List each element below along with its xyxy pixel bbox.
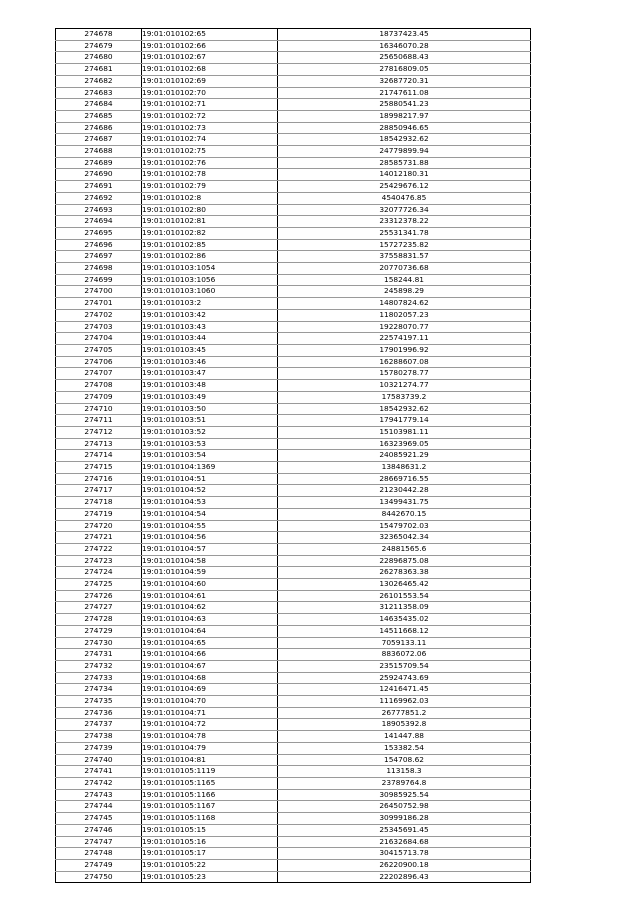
cadastral-number-cell: 19:01:010104:1369: [142, 462, 278, 474]
table-row: [56, 181, 531, 193]
value-cell: 19228070.77: [278, 321, 531, 333]
row-number-cell: 274713: [56, 438, 142, 450]
row-number-cell: 274738: [56, 731, 142, 743]
row-number-cell: 274729: [56, 625, 142, 637]
cadastral-number-cell: 19:01:010105:1168: [142, 813, 278, 825]
cadastral-number-cell: 19:01:010102:80: [142, 204, 278, 216]
cadastral-number-cell: 19:01:010102:65: [142, 29, 278, 41]
row-number-cell: 274737: [56, 719, 142, 731]
value-cell: 25531341.78: [278, 227, 531, 239]
table-row: [56, 485, 531, 497]
table-row: [56, 380, 531, 392]
value-cell: 153382.54: [278, 742, 531, 754]
cadastral-number-cell: 19:01:010104:71: [142, 707, 278, 719]
cadastral-number-cell: 19:01:010103:1054: [142, 263, 278, 275]
row-number-cell: 274736: [56, 707, 142, 719]
row-number-cell: 274721: [56, 532, 142, 544]
table-row: [56, 415, 531, 427]
table-row: [56, 824, 531, 836]
value-cell: 18542932.62: [278, 134, 531, 146]
value-cell: 25924743.69: [278, 672, 531, 684]
row-number-cell: 274704: [56, 333, 142, 345]
value-cell: 26101553.54: [278, 590, 531, 602]
table-row: [56, 707, 531, 719]
row-number-cell: 274741: [56, 766, 142, 778]
value-cell: 13499431.75: [278, 497, 531, 509]
row-number-cell: 274692: [56, 192, 142, 204]
cadastral-number-cell: 19:01:010104:52: [142, 485, 278, 497]
table-row: [56, 99, 531, 111]
value-cell: 154708.62: [278, 754, 531, 766]
row-number-cell: 274730: [56, 637, 142, 649]
cadastral-number-cell: 19:01:010105:15: [142, 824, 278, 836]
table-row: [56, 87, 531, 99]
value-cell: 26220900.18: [278, 859, 531, 871]
row-number-cell: 274727: [56, 602, 142, 614]
cadastral-number-cell: 19:01:010104:63: [142, 614, 278, 626]
table-row: [56, 298, 531, 310]
cadastral-number-cell: 19:01:010104:61: [142, 590, 278, 602]
value-cell: 15103981.11: [278, 426, 531, 438]
table-row: [56, 274, 531, 286]
table-row: [56, 134, 531, 146]
row-number-cell: 274702: [56, 309, 142, 321]
cadastral-number-cell: 19:01:010104:62: [142, 602, 278, 614]
cadastral-number-cell: 19:01:010104:51: [142, 473, 278, 485]
value-cell: 10321274.77: [278, 380, 531, 392]
cadastral-number-cell: 19:01:010103:53: [142, 438, 278, 450]
cadastral-number-cell: 19:01:010104:70: [142, 696, 278, 708]
row-number-cell: 274691: [56, 181, 142, 193]
table-row: [56, 309, 531, 321]
row-number-cell: 274714: [56, 450, 142, 462]
cadastral-number-cell: 19:01:010104:65: [142, 637, 278, 649]
cadastral-number-cell: 19:01:010105:1119: [142, 766, 278, 778]
table-row: [56, 216, 531, 228]
cadastral-number-cell: 19:01:010102:73: [142, 122, 278, 134]
table-row: [56, 602, 531, 614]
value-cell: 23789764.8: [278, 778, 531, 790]
table-row: [56, 696, 531, 708]
value-cell: 13026465.42: [278, 579, 531, 591]
value-cell: 31211358.09: [278, 602, 531, 614]
table-row: [56, 40, 531, 52]
value-cell: 7059133.11: [278, 637, 531, 649]
cadastral-number-cell: 19:01:010102:66: [142, 40, 278, 52]
table-row: [56, 344, 531, 356]
value-cell: 18737423.45: [278, 29, 531, 41]
row-number-cell: 274750: [56, 871, 142, 883]
row-number-cell: 274693: [56, 204, 142, 216]
value-cell: 15780278.77: [278, 368, 531, 380]
cadastral-number-cell: 19:01:010104:79: [142, 742, 278, 754]
value-cell: 30985925.54: [278, 789, 531, 801]
table-row: [56, 286, 531, 298]
row-number-cell: 274708: [56, 380, 142, 392]
table-row: [56, 146, 531, 158]
cadastral-number-cell: 19:01:010102:81: [142, 216, 278, 228]
table-row: [56, 801, 531, 813]
value-cell: 26450752.98: [278, 801, 531, 813]
cadastral-number-cell: 19:01:010103:46: [142, 356, 278, 368]
table-row: [56, 508, 531, 520]
cadastral-number-cell: 19:01:010103:54: [142, 450, 278, 462]
table-row: [56, 848, 531, 860]
table-row: [56, 625, 531, 637]
value-cell: 25345691.45: [278, 824, 531, 836]
value-cell: 30999186.28: [278, 813, 531, 825]
table-row: [56, 813, 531, 825]
row-number-cell: 274687: [56, 134, 142, 146]
value-cell: 8836072.06: [278, 649, 531, 661]
cadastral-number-cell: 19:01:010104:55: [142, 520, 278, 532]
cadastral-number-cell: 19:01:010104:81: [142, 754, 278, 766]
row-number-cell: 274694: [56, 216, 142, 228]
value-cell: 32687720.31: [278, 75, 531, 87]
value-cell: 22896875.08: [278, 555, 531, 567]
table-row: [56, 649, 531, 661]
value-cell: 30415713.78: [278, 848, 531, 860]
value-cell: 141447.88: [278, 731, 531, 743]
value-cell: 32077726.34: [278, 204, 531, 216]
row-number-cell: 274709: [56, 391, 142, 403]
row-number-cell: 274724: [56, 567, 142, 579]
table-row: [56, 263, 531, 275]
table-row: [56, 122, 531, 134]
cadastral-number-cell: 19:01:010104:53: [142, 497, 278, 509]
table-row: [56, 637, 531, 649]
value-cell: 11169962.03: [278, 696, 531, 708]
cadastral-number-cell: 19:01:010103:47: [142, 368, 278, 380]
value-cell: 21632684.68: [278, 836, 531, 848]
table-row: [56, 719, 531, 731]
value-cell: 37558831.57: [278, 251, 531, 263]
cadastral-number-cell: 19:01:010104:66: [142, 649, 278, 661]
table-row: [56, 543, 531, 555]
table-row: [56, 227, 531, 239]
table-row: [56, 871, 531, 883]
value-cell: 24881565.6: [278, 543, 531, 555]
value-cell: 14807824.62: [278, 298, 531, 310]
row-number-cell: 274689: [56, 157, 142, 169]
cadastral-number-cell: 19:01:010102:78: [142, 169, 278, 181]
cadastral-number-cell: 19:01:010102:75: [142, 146, 278, 158]
value-cell: 26777851.2: [278, 707, 531, 719]
table-row: [56, 859, 531, 871]
value-cell: 15479702.03: [278, 520, 531, 532]
cadastral-number-cell: 19:01:010104:68: [142, 672, 278, 684]
value-cell: 113158.3: [278, 766, 531, 778]
table-row: [56, 251, 531, 263]
value-cell: 14511668.12: [278, 625, 531, 637]
row-number-cell: 274748: [56, 848, 142, 860]
cadastral-number-cell: 19:01:010103:43: [142, 321, 278, 333]
row-number-cell: 274681: [56, 64, 142, 76]
row-number-cell: 274722: [56, 543, 142, 555]
table-row: [56, 239, 531, 251]
cadastral-number-cell: 19:01:010103:42: [142, 309, 278, 321]
table-row: [56, 169, 531, 181]
value-cell: 18998217.97: [278, 110, 531, 122]
row-number-cell: 274695: [56, 227, 142, 239]
table-row: [56, 836, 531, 848]
table-row: [56, 520, 531, 532]
table-row: [56, 29, 531, 41]
cadastral-number-cell: 19:01:010104:78: [142, 731, 278, 743]
row-number-cell: 274690: [56, 169, 142, 181]
table-row: [56, 462, 531, 474]
row-number-cell: 274723: [56, 555, 142, 567]
row-number-cell: 274735: [56, 696, 142, 708]
cadastral-number-cell: 19:01:010103:52: [142, 426, 278, 438]
table-row: [56, 192, 531, 204]
cadastral-number-cell: 19:01:010105:23: [142, 871, 278, 883]
row-number-cell: 274743: [56, 789, 142, 801]
cadastral-number-cell: 19:01:010104:60: [142, 579, 278, 591]
table-row: [56, 157, 531, 169]
cadastral-number-cell: 19:01:010102:71: [142, 99, 278, 111]
row-number-cell: 274707: [56, 368, 142, 380]
table-row: [56, 590, 531, 602]
table-row: [56, 742, 531, 754]
cadastral-number-cell: 19:01:010105:22: [142, 859, 278, 871]
value-cell: 27816809.05: [278, 64, 531, 76]
table-row: [56, 52, 531, 64]
cadastral-number-cell: 19:01:010102:8: [142, 192, 278, 204]
table-row: [56, 660, 531, 672]
cadastral-number-cell: 19:01:010104:54: [142, 508, 278, 520]
table-row: [56, 356, 531, 368]
value-cell: 20770736.68: [278, 263, 531, 275]
cadastral-number-cell: 19:01:010102:69: [142, 75, 278, 87]
value-cell: 26278363.38: [278, 567, 531, 579]
cadastral-number-cell: 19:01:010103:2: [142, 298, 278, 310]
cadastral-number-cell: 19:01:010102:86: [142, 251, 278, 263]
table-row: [56, 391, 531, 403]
cadastral-number-cell: 19:01:010105:1166: [142, 789, 278, 801]
value-cell: 25650688.43: [278, 52, 531, 64]
row-number-cell: 274684: [56, 99, 142, 111]
row-number-cell: 274705: [56, 344, 142, 356]
row-number-cell: 274698: [56, 263, 142, 275]
table-row: [56, 672, 531, 684]
value-cell: 16288607.08: [278, 356, 531, 368]
value-cell: 25429676.12: [278, 181, 531, 193]
table-row: [56, 579, 531, 591]
row-number-cell: 274682: [56, 75, 142, 87]
value-cell: 16323969.05: [278, 438, 531, 450]
value-cell: 17583739.2: [278, 391, 531, 403]
table-row: [56, 473, 531, 485]
cadastral-number-cell: 19:01:010102:72: [142, 110, 278, 122]
value-cell: 245898.29: [278, 286, 531, 298]
row-number-cell: 274732: [56, 660, 142, 672]
row-number-cell: 274728: [56, 614, 142, 626]
cadastral-number-cell: 19:01:010103:1060: [142, 286, 278, 298]
table-row: [56, 766, 531, 778]
table-row: [56, 426, 531, 438]
row-number-cell: 274719: [56, 508, 142, 520]
cadastral-number-cell: 19:01:010104:57: [142, 543, 278, 555]
table-row: [56, 110, 531, 122]
row-number-cell: 274742: [56, 778, 142, 790]
cadastral-number-cell: 19:01:010102:85: [142, 239, 278, 251]
value-cell: 14635435.02: [278, 614, 531, 626]
row-number-cell: 274716: [56, 473, 142, 485]
row-number-cell: 274749: [56, 859, 142, 871]
row-number-cell: 274720: [56, 520, 142, 532]
table-row: [56, 555, 531, 567]
cadastral-number-cell: 19:01:010102:79: [142, 181, 278, 193]
value-cell: 24085921.29: [278, 450, 531, 462]
row-number-cell: 274715: [56, 462, 142, 474]
table-row: [56, 333, 531, 345]
cadastral-number-cell: 19:01:010104:72: [142, 719, 278, 731]
cadastral-number-cell: 19:01:010104:67: [142, 660, 278, 672]
cadastral-number-cell: 19:01:010103:50: [142, 403, 278, 415]
cadastral-number-cell: 19:01:010103:1056: [142, 274, 278, 286]
value-cell: 22202896.43: [278, 871, 531, 883]
cadastral-number-cell: 19:01:010105:16: [142, 836, 278, 848]
table-row: [56, 778, 531, 790]
cadastral-number-cell: 19:01:010102:70: [142, 87, 278, 99]
table-row: [56, 204, 531, 216]
value-cell: 28850946.65: [278, 122, 531, 134]
row-number-cell: 274710: [56, 403, 142, 415]
value-cell: 22574197.11: [278, 333, 531, 345]
row-number-cell: 274703: [56, 321, 142, 333]
row-number-cell: 274680: [56, 52, 142, 64]
row-number-cell: 274746: [56, 824, 142, 836]
row-number-cell: 274744: [56, 801, 142, 813]
row-number-cell: 274712: [56, 426, 142, 438]
table-body: [56, 29, 531, 883]
value-cell: 4540476.85: [278, 192, 531, 204]
cadastral-number-cell: 19:01:010102:68: [142, 64, 278, 76]
row-number-cell: 274685: [56, 110, 142, 122]
cadastral-number-cell: 19:01:010102:76: [142, 157, 278, 169]
value-cell: 13848631.2: [278, 462, 531, 474]
value-cell: 8442670.15: [278, 508, 531, 520]
cadastral-number-cell: 19:01:010104:58: [142, 555, 278, 567]
table-row: [56, 789, 531, 801]
table-row: [56, 75, 531, 87]
value-cell: 14012180.31: [278, 169, 531, 181]
cadastral-number-cell: 19:01:010105:17: [142, 848, 278, 860]
row-number-cell: 274686: [56, 122, 142, 134]
cadastral-number-cell: 19:01:010103:48: [142, 380, 278, 392]
cadastral-number-cell: 19:01:010104:64: [142, 625, 278, 637]
table-row: [56, 403, 531, 415]
row-number-cell: 274725: [56, 579, 142, 591]
row-number-cell: 274679: [56, 40, 142, 52]
cadastral-number-cell: 19:01:010104:69: [142, 684, 278, 696]
row-number-cell: 274683: [56, 87, 142, 99]
cadastral-number-cell: 19:01:010103:45: [142, 344, 278, 356]
value-cell: 17941779.14: [278, 415, 531, 427]
table-row: [56, 497, 531, 509]
row-number-cell: 274700: [56, 286, 142, 298]
cadastral-number-cell: 19:01:010103:44: [142, 333, 278, 345]
row-number-cell: 274701: [56, 298, 142, 310]
value-cell: 15727235.82: [278, 239, 531, 251]
value-cell: 21230442.28: [278, 485, 531, 497]
cadastral-number-cell: 19:01:010103:51: [142, 415, 278, 427]
value-cell: 23515709.54: [278, 660, 531, 672]
row-number-cell: 274706: [56, 356, 142, 368]
row-number-cell: 274718: [56, 497, 142, 509]
row-number-cell: 274717: [56, 485, 142, 497]
value-cell: 21747611.08: [278, 87, 531, 99]
cadastral-number-cell: 19:01:010103:49: [142, 391, 278, 403]
value-cell: 28669716.55: [278, 473, 531, 485]
table-row: [56, 684, 531, 696]
cadastral-number-cell: 19:01:010104:56: [142, 532, 278, 544]
value-cell: 158244.81: [278, 274, 531, 286]
row-number-cell: 274745: [56, 813, 142, 825]
value-cell: 11802057.23: [278, 309, 531, 321]
cadastral-number-cell: 19:01:010104:59: [142, 567, 278, 579]
value-cell: 17901996.92: [278, 344, 531, 356]
row-number-cell: 274747: [56, 836, 142, 848]
cadastral-number-cell: 19:01:010102:74: [142, 134, 278, 146]
table-row: [56, 754, 531, 766]
cadastral-number-cell: 19:01:010105:1165: [142, 778, 278, 790]
row-number-cell: 274699: [56, 274, 142, 286]
table-row: [56, 614, 531, 626]
cadastral-number-cell: 19:01:010102:82: [142, 227, 278, 239]
row-number-cell: 274678: [56, 29, 142, 41]
row-number-cell: 274740: [56, 754, 142, 766]
value-cell: 23312378.22: [278, 216, 531, 228]
value-cell: 18905392.8: [278, 719, 531, 731]
value-cell: 24779899.94: [278, 146, 531, 158]
table-row: [56, 438, 531, 450]
row-number-cell: 274731: [56, 649, 142, 661]
table-row: [56, 64, 531, 76]
value-cell: 32365042.34: [278, 532, 531, 544]
row-number-cell: 274696: [56, 239, 142, 251]
row-number-cell: 274697: [56, 251, 142, 263]
row-number-cell: 274711: [56, 415, 142, 427]
row-number-cell: 274739: [56, 742, 142, 754]
value-cell: 25880541.23: [278, 99, 531, 111]
table-row: [56, 532, 531, 544]
value-cell: 28585731.88: [278, 157, 531, 169]
table-row: [56, 321, 531, 333]
row-number-cell: 274733: [56, 672, 142, 684]
value-cell: 12416471.45: [278, 684, 531, 696]
row-number-cell: 274734: [56, 684, 142, 696]
row-number-cell: 274726: [56, 590, 142, 602]
cadastral-number-cell: 19:01:010105:1167: [142, 801, 278, 813]
table-row: [56, 567, 531, 579]
table-row: [56, 368, 531, 380]
cadastral-number-cell: 19:01:010102:67: [142, 52, 278, 64]
table-row: [56, 450, 531, 462]
value-cell: 16346070.28: [278, 40, 531, 52]
value-cell: 18542932.62: [278, 403, 531, 415]
table-row: [56, 731, 531, 743]
row-number-cell: 274688: [56, 146, 142, 158]
cadastral-value-table: [55, 28, 531, 883]
